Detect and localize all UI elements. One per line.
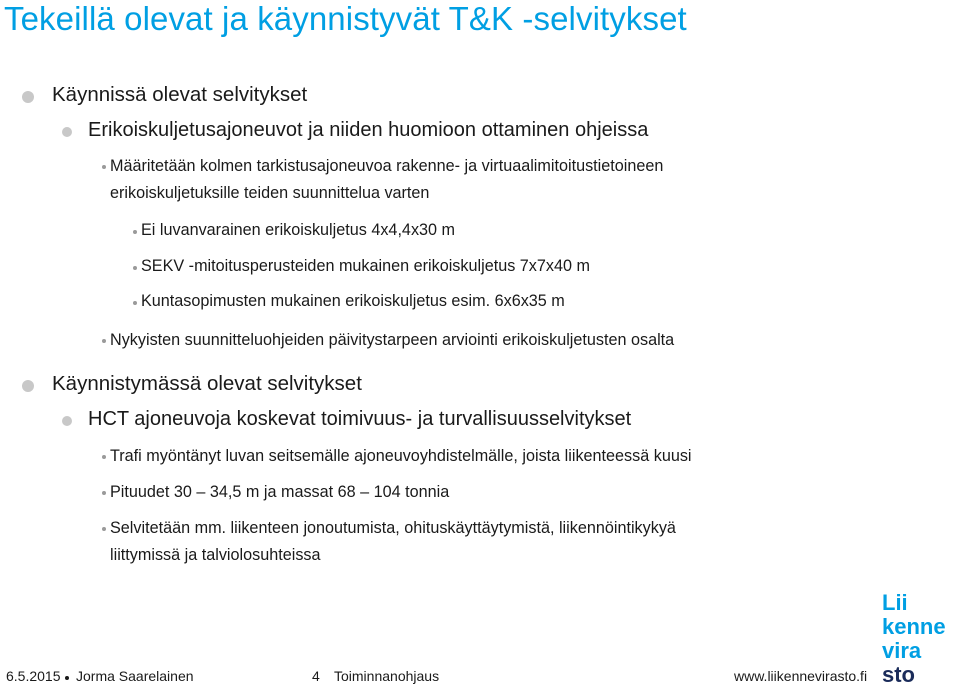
bullet-text: Nykyisten suunnitteluohjeiden päivitystarpeen arviointi erikoiskuljetusten osalta [110, 331, 675, 349]
bullet-dot [62, 416, 72, 426]
bullet-text-line2: liittymissä ja talviolosuhteissa [110, 546, 321, 564]
bullet-dot [133, 230, 137, 234]
logo-line-1: Lii [882, 590, 908, 615]
liikennevirasto-logo [880, 590, 960, 688]
bullet-text: Trafi myöntänyt luvan seitsemälle ajoneuvoyhdistelmälle, joista liikenteessä kuusi [110, 447, 692, 465]
detail-item [141, 292, 565, 311]
bullet-define-check-vehicles [110, 153, 663, 207]
bullet-dot [102, 527, 106, 531]
logo-line-4: sto [882, 662, 915, 687]
bullet-text: Erikoiskuljetusajoneuvot ja niiden huomioon ottaminen ohjeissa [88, 119, 649, 141]
bullet-dot [62, 127, 72, 137]
bullet-text: Käynnissä olevat selvitykset [52, 83, 308, 106]
bullet-trafi-permits [110, 443, 692, 470]
bullet-text-line1: Selvitetään mm. liikenteen jonoutumista, ohituskäyttäytymistä, liikennöintikykyä [110, 519, 676, 537]
slide-title: Tekeillä olevat ja käynnistyvät T&K -selvitykset [4, 0, 687, 37]
bullet-text-line1: Määritetään kolmen tarkistusajoneuvoa rakenne- ja virtuaalimitoitustietoineen [110, 157, 664, 175]
bullet-guideline-review [110, 327, 674, 354]
footer-author: Jorma Saarelainen [76, 668, 194, 684]
bullet-traffic-studies [110, 515, 676, 569]
bullet-lengths-masses [110, 479, 449, 506]
bullet-dot [22, 380, 34, 392]
logo-line-2: kenne [882, 614, 946, 639]
bullet-dot [133, 266, 137, 270]
bullet-hct-vehicles [88, 408, 631, 431]
bullet-dot [133, 301, 137, 305]
footer-unit: Toiminnanohjaus [334, 668, 440, 684]
bullet-dot [22, 91, 34, 103]
detail-text: SEKV -mitoitusperusteiden mukainen erikoiskuljetus 7x7x40 m [141, 257, 590, 275]
bullet-text: Pituudet 30 – 34,5 m ja massat 68 – 104 tonnia [110, 483, 450, 501]
footer-url: www.liikennevirasto.fi [734, 668, 868, 684]
bullet-dot [102, 455, 106, 459]
footer-page-number: 4 [312, 668, 320, 684]
detail-text: Ei luvanvarainen erikoiskuljetus 4x4,4x30 m [141, 221, 456, 239]
bullet-text-line2: erikoiskuljetuksille teiden suunnittelua varten [110, 184, 430, 202]
bullet-starting-studies [52, 372, 362, 396]
footer-date: 6.5.2015 [6, 668, 61, 684]
bullet-ongoing-studies [52, 83, 307, 107]
bullet-text: Käynnistymässä olevat selvitykset [52, 372, 362, 395]
footer-separator-dot [65, 676, 69, 680]
bullet-dot [102, 339, 106, 343]
bullet-dot [102, 165, 106, 169]
bullet-text: HCT ajoneuvoja koskevat toimivuus- ja turvallisuusselvitykset [88, 408, 632, 430]
detail-item [141, 221, 455, 240]
detail-text: Kuntasopimusten mukainen erikoiskuljetus esim. 6x6x35 m [141, 292, 565, 310]
detail-item [141, 257, 590, 276]
logo-line-3: vira [882, 638, 922, 663]
bullet-special-transport-vehicles [88, 119, 648, 142]
bullet-dot [102, 491, 106, 495]
